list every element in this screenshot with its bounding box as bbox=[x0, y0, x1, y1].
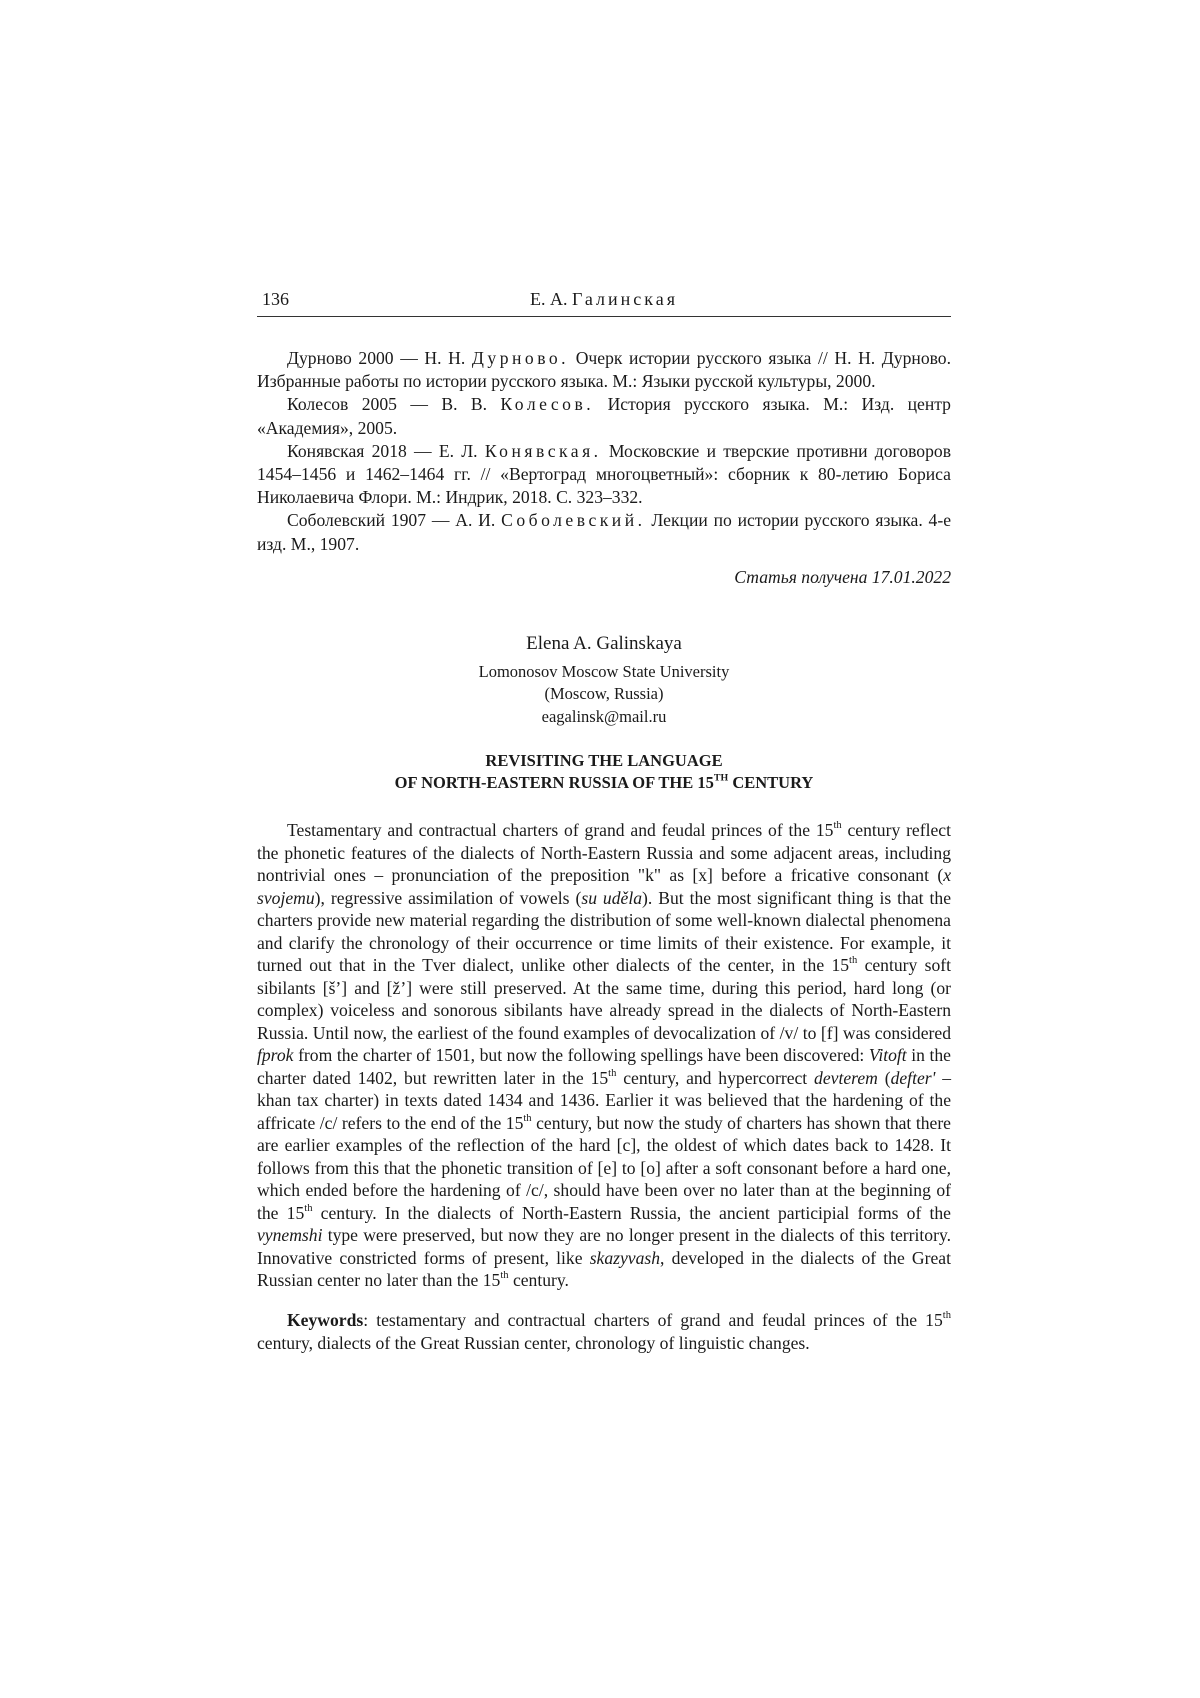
superscript: th bbox=[833, 820, 842, 832]
author-name: Elena A. Galinskaya bbox=[526, 632, 682, 654]
author-affiliation: Lomonosov Moscow State University bbox=[478, 661, 730, 681]
abstract-text: ( bbox=[884, 1067, 891, 1088]
superscript: th bbox=[942, 1310, 951, 1322]
reference-text: Очерк истории русского языка // Н. Н. Дурново. Избранные работы по истории русского языка. М.: Языки русской культуры, 2000. bbox=[257, 348, 951, 392]
abstract-text: century, and hypercorrect bbox=[623, 1067, 808, 1088]
reference-text: Московские и тверские противни договоров 1454–1456 и 1462–1464 гг. // «Вертоград многоцветный»: сборник к 80-летию Бориса Николаевича Флори. М.: Индрик, 2018. С. 323–332. bbox=[257, 440, 952, 508]
keywords bbox=[257, 1309, 951, 1354]
abstract-text: century soft sibilants [š’] and [ž’] were still preserved. At the same time, during this period, hard long (or complex) voiceless and sonorous sibilants have already spread in the dialects of North-Eastern Russia. Until now, the earliest of the found examples of devocalization of /v/ to [f] was considered bbox=[257, 955, 952, 1043]
abstract-text: ), regressive assimilation of vowels ( bbox=[314, 887, 582, 908]
example-word: fprok bbox=[257, 1045, 294, 1066]
superscript: th bbox=[304, 1202, 313, 1214]
running-header bbox=[257, 286, 951, 317]
abstract-text: , developed in the dialects of the Great Russian center no later than the 15 bbox=[257, 1247, 951, 1291]
reference-author-spaced: Дурново. bbox=[471, 348, 570, 368]
reference-item bbox=[257, 509, 951, 555]
title-line-2 bbox=[257, 772, 951, 794]
page bbox=[257, 286, 951, 1372]
keywords-label: Keywords bbox=[287, 1310, 364, 1331]
article-title bbox=[257, 750, 951, 793]
reference-author-spaced: Соболевский. bbox=[501, 510, 646, 531]
abstract-text: in the charter dated 1402, but rewritten later in the 15 bbox=[257, 1045, 951, 1088]
title-superscript: TH bbox=[713, 772, 729, 784]
author-email: eagalinsk@mail.ru bbox=[541, 706, 667, 726]
received-date: Статья получена 17.01.2022 bbox=[734, 566, 951, 587]
abstract-text: century reflect the phonetic features of the dialects of North-Eastern Russia and some adjacent areas, including nontrivial ones – pronunciation of the preposition "k" as [x] before a fricative consonant ( bbox=[257, 820, 951, 886]
superscript: th bbox=[608, 1067, 617, 1079]
reference-lead: Конявская 2018 — Е. Л. bbox=[287, 440, 478, 461]
reference-author-spaced: Колесов. bbox=[500, 394, 595, 415]
title-line-2-end: CENTURY bbox=[732, 772, 814, 792]
page-number: 136 bbox=[262, 289, 289, 309]
author-location: (Moscow, Russia) bbox=[544, 684, 664, 704]
superscript: th bbox=[849, 955, 858, 967]
keywords-text: century, dialects of the Great Russian center, chronology of linguistic changes. bbox=[257, 1332, 810, 1353]
abstract-text: – khan tax charter) in texts dated 1434 and 1436. Earlier it was believed that the hardening of the affricate /c/ refers to the end of the 15 bbox=[257, 1067, 952, 1133]
reference-item bbox=[257, 440, 951, 510]
reference-item bbox=[257, 393, 951, 439]
running-title bbox=[257, 286, 951, 312]
abstract-text: century. In the dialects of North-Eastern Russia, the ancient participial forms of the bbox=[320, 1202, 951, 1223]
abstract bbox=[257, 819, 951, 1292]
example-word: vynemshi bbox=[257, 1225, 323, 1246]
example-word: skazyvash bbox=[589, 1247, 661, 1268]
example-word: x svojemu bbox=[257, 865, 951, 908]
author-affiliation-block bbox=[257, 661, 951, 729]
abstract-text: Testamentary and contractual charters of grand and feudal princes of the 15 bbox=[287, 820, 834, 841]
reference-author-spaced: Конявская. bbox=[484, 440, 602, 461]
title-line-1: REVISITING THE LANGUAGE bbox=[485, 751, 723, 771]
running-title-surname: Галинская bbox=[571, 289, 679, 309]
reference-lead: Колесов 2005 — В. В. bbox=[287, 394, 488, 415]
abstract-text: ). But the most significant thing is that the charters provide new material regarding the distribution of some well-known dialectal phenomena and clarify the chronology of their occurrence or time limits of their existence. For example, it turned out that in the Tver dialect, unlike other dialects of the center, in the 15 bbox=[257, 887, 951, 976]
keywords-text: : testamentary and contractual charters of grand and feudal princes of the 15 bbox=[363, 1310, 943, 1331]
reference-lead: Соболевский 1907 — А. И. bbox=[287, 510, 496, 531]
reference-item bbox=[257, 347, 951, 393]
abstract-text: from the charter of 1501, but now the following spellings have been discovered: bbox=[298, 1045, 865, 1066]
reference-lead: Дурново 2000 — Н. Н. bbox=[287, 348, 466, 368]
reference-text: Лекции по истории русского языка. 4-е изд. М., 1907. bbox=[257, 510, 952, 554]
reference-list bbox=[257, 347, 951, 556]
example-word: Vitoft bbox=[868, 1045, 907, 1066]
reference-text: История русского языка. М.: Изд. центр «Академия», 2005. bbox=[257, 394, 951, 438]
abstract-text: century. bbox=[512, 1270, 569, 1291]
superscript: th bbox=[500, 1270, 509, 1282]
superscript: th bbox=[523, 1112, 532, 1124]
example-word: su udělа bbox=[581, 887, 643, 908]
example-word: devterem bbox=[814, 1067, 878, 1088]
abstract-text: type were preserved, but now they are no longer present in the dialects of this territory. Innovative constricted forms of present, like bbox=[257, 1225, 951, 1268]
title-line-2-text: OF NORTH-EASTERN RUSSIA OF THE 15 bbox=[394, 772, 714, 792]
abstract-text: century, but now the study of charters has shown that there are earlier examples of the reflection of the hard [c], the oldest of which dates back to 1428. It follows from this that the phonetic transition of [e] to [o] after a soft consonant before a hard one, which ended before the hardening of /c/, should have been over no later than at the beginning of the 15 bbox=[257, 1112, 951, 1223]
running-title-initials: Е. А. bbox=[529, 289, 568, 309]
example-word: defter' bbox=[890, 1067, 936, 1088]
